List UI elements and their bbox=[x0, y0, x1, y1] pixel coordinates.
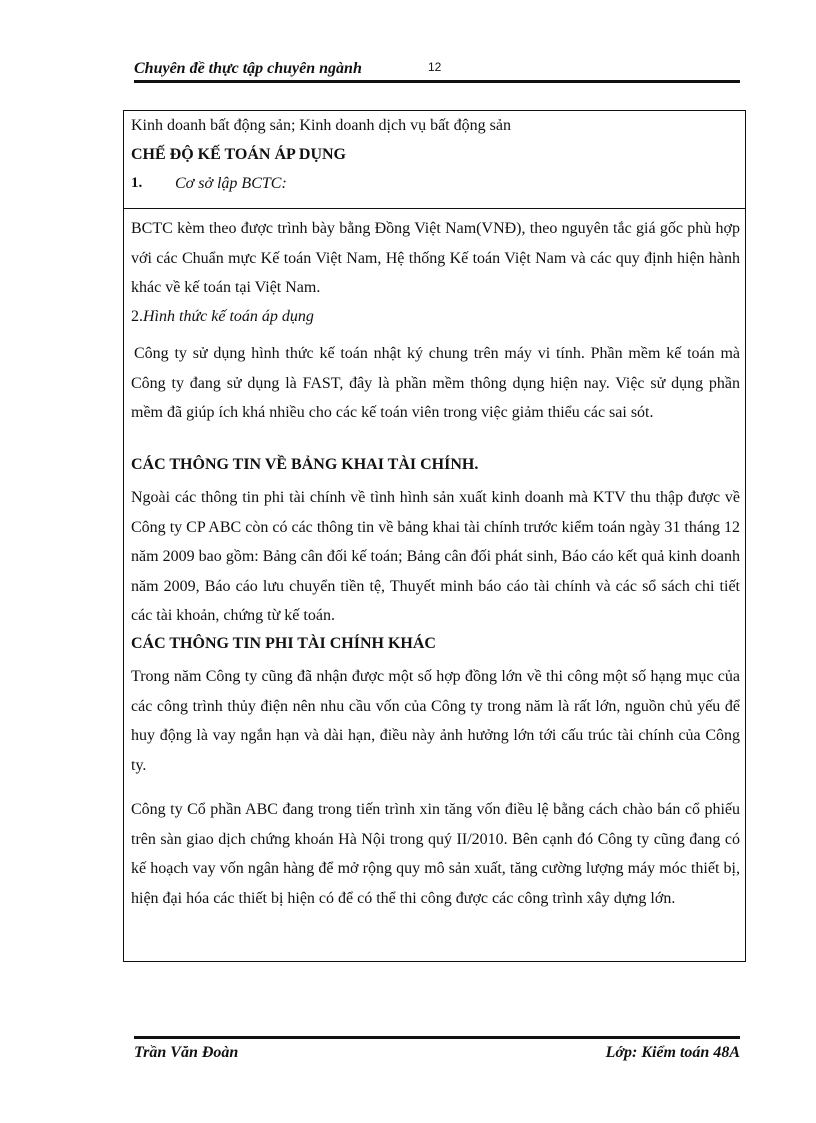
page-header bbox=[134, 56, 740, 84]
paragraph-financial-statements: Ngoài các thông tin phi tài chính về tình hình sản xuất kinh doanh mà KTV thu thập được về Công ty CP ABC còn có các thông tin về bảng khai tài chính trước kiểm toán ngày 31 tháng 12 năm 2009 bao gồm: Bảng cân đối kế toán; Bảng cân đối phát sinh, Báo cáo kết quả kinh doanh năm 2009, Báo cáo lưu chuyển tiền tệ, Thuyết minh báo cáo tài chính và các sổ sách chi tiết các tài khoản, chứng từ kế toán. bbox=[131, 489, 740, 624]
subheading-number: 2. bbox=[131, 308, 143, 325]
section-heading-non-financial: CÁC THÔNG TIN PHI TÀI CHÍNH KHÁC bbox=[131, 635, 436, 652]
paragraph-capital-increase: Công ty Cổ phần ABC đang trong tiến trình xin tăng vốn điều lệ bằng cách chào bán cổ phiếu trên sàn giao dịch chứng khoán Hà Nội trong quý II/2010. Bên cạnh đó Công ty cũng đang có kế hoạch vay vốn ngân hàng để mở rộng quy mô sản xuất, tăng cường lượng máy móc thiết bị, hiện đại hóa các thiết bị hiện có để có thể thi công được các công trình xây dựng lớn. bbox=[131, 801, 740, 907]
content-table bbox=[123, 110, 746, 962]
subheading-accounting-form bbox=[131, 308, 314, 326]
page-footer bbox=[134, 1036, 740, 1072]
subheading-label: Hình thức kế toán áp dụng bbox=[143, 308, 314, 325]
item-number: 1. bbox=[131, 175, 143, 191]
section-heading-accounting-regime: CHẾ ĐỘ KẾ TOÁN ÁP DỤNG bbox=[131, 146, 346, 163]
header-title: Chuyên đề thực tập chuyên ngành bbox=[134, 60, 362, 77]
footer-class: Lớp: Kiểm toán 48A bbox=[605, 1044, 740, 1061]
page-number: 12 bbox=[428, 60, 442, 74]
section-heading-financial-statements: CÁC THÔNG TIN VỀ BẢNG KHAI TÀI CHÍNH. bbox=[131, 456, 479, 473]
paragraph-contracts: Trong năm Công ty cũng đã nhận được một số hợp đồng lớn về thi công một số hạng mục của các công trình thủy điện nên nhu cầu vốn của Công ty trong năm là rất lớn, nguồn chủ yếu để huy động là vay ngắn hạn và dài hạn, điều này ảnh hưởng lớn tới cấu trúc tài chính của Công ty. bbox=[131, 668, 740, 774]
table-cell-accounting-regime bbox=[124, 111, 745, 209]
footer-rule bbox=[134, 1036, 740, 1039]
header-rule bbox=[134, 80, 740, 83]
footer-author: Trần Văn Đoàn bbox=[134, 1044, 239, 1061]
business-line-text: Kinh doanh bất động sản; Kinh doanh dịch vụ bất động sản bbox=[131, 117, 511, 134]
paragraph-accounting-software: Công ty sử dụng hình thức kế toán nhật ký chung trên máy vi tính. Phần mềm kế toán mà Công ty đang sử dụng là FAST, đây là phần mềm thông dụng hiện nay. Việc sử dụng phần mềm đã giúp ích khá nhiều cho các kế toán viên trong việc giảm thiểu các sai sót. bbox=[131, 345, 740, 421]
paragraph-bctc-presentation: BCTC kèm theo được trình bày bằng Đồng Việt Nam(VNĐ), theo nguyên tắc giá gốc phù hợp với các Chuẩn mực Kế toán Việt Nam, Hệ thống Kế toán Việt Nam và các quy định hiện hành khác về kế toán tại Việt Nam. bbox=[131, 220, 740, 296]
item-label: Cơ sở lập BCTC: bbox=[175, 175, 287, 192]
